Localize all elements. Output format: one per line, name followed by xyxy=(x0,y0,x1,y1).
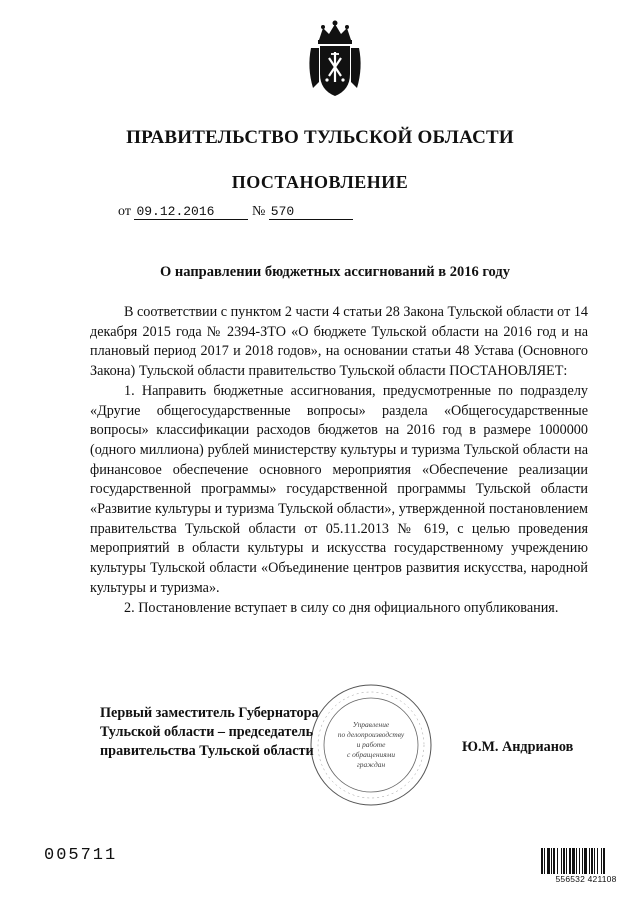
barcode-bar xyxy=(591,848,593,874)
barcode-bar xyxy=(582,848,583,874)
barcode-bar xyxy=(566,848,567,874)
barcode-bar xyxy=(547,848,550,874)
dateline xyxy=(118,204,353,220)
document-body xyxy=(90,303,588,618)
barcode-bar xyxy=(544,848,545,874)
signatory-title-line-1: Первый заместитель Губернатора xyxy=(100,705,319,721)
item-1-paragraph: 1. Направить бюджетные ассигнования, предусмотренные по подразделу «Другие общегосударственные вопросы» раздела «Общегосударственные вопросы» классификации расходов бюджетов на 2016 год в размере 1000000 (одного миллиона) рублей министерству культуры и туризма Тульской области на финансовое обеспечение основного мероприятия «Обеспечение реализации государственной программы» государственной программы Тульской области «Развитие культуры и туризма Тульской области», утвержденной постановлением правительства Тульской области от 05.11.2013 № 619, с целью проведения мероприятий в области культуры и искусства государственному учреждению культуры Тульской области «Объединение центров развития искусства, народной культуры и туризма». xyxy=(90,382,588,596)
barcode-bar xyxy=(584,848,587,874)
barcode-bar xyxy=(561,848,562,874)
signatory-title-line-2: Тульской области – председатель xyxy=(100,724,314,740)
barcode-bar xyxy=(572,848,575,874)
barcode-icon xyxy=(540,848,632,874)
stamp-line-2: по делопроизводству xyxy=(337,730,405,739)
barcode-bar xyxy=(603,848,605,874)
preamble-paragraph: В соответствии с пунктом 2 части 4 статьи 28 Закона Тульской области от 14 декабря 2015 года № 2394-ЗТО «О бюджете Тульской области на 2016 год и на плановый период 2017 и 2018 годов», на основании статьи 48 Устава (Основного Закона) Тульской области правительство Тульской области ПОСТАНОВЛЯЕТ: xyxy=(90,304,589,380)
barcode-bar xyxy=(557,848,558,874)
number-value: 570 xyxy=(269,204,353,220)
document-type: ПОСТАНОВЛЕНИЕ xyxy=(231,172,409,192)
stamp-line-4: с обращениями xyxy=(346,750,396,759)
signatory-title-line-3: правительства Тульской области xyxy=(100,743,314,759)
date-prefix: от xyxy=(118,204,131,219)
organization-title: ПРАВИТЕЛЬСТВО ТУЛЬСКОЙ ОБЛАСТИ xyxy=(126,127,514,148)
signatory-name: Ю.М. Андрианов xyxy=(462,739,574,755)
barcode-number: 556532 421108 xyxy=(555,874,617,884)
date-value: 09.12.2016 xyxy=(134,204,248,220)
barcode-bar xyxy=(551,848,552,874)
number-prefix: № xyxy=(251,204,266,219)
document-subject: О направлении бюджетных ассигнований в 2016 году xyxy=(160,264,510,280)
barcode-bar xyxy=(553,848,555,874)
stamp-line-1: Управление xyxy=(352,720,390,729)
signatory-title xyxy=(100,704,319,761)
barcode-bar xyxy=(589,848,590,874)
barcode-bar xyxy=(541,848,543,874)
barcode-bar xyxy=(594,848,595,874)
barcode-bar xyxy=(579,848,580,874)
stamp-line-3: и работе xyxy=(356,740,386,749)
barcode-bar xyxy=(563,848,565,874)
stamp-line-5: граждан xyxy=(356,760,386,769)
barcode-bar xyxy=(597,848,598,874)
barcode-bar xyxy=(569,848,571,874)
official-stamp xyxy=(308,682,434,808)
item-2-paragraph: 2. Постановление вступает в силу со дня официального опубликования. xyxy=(124,599,559,616)
barcode-bar xyxy=(576,848,577,874)
barcode-bar xyxy=(601,848,602,874)
coat-of-arms-icon xyxy=(305,18,365,100)
serial-number: 005711 xyxy=(44,846,118,865)
